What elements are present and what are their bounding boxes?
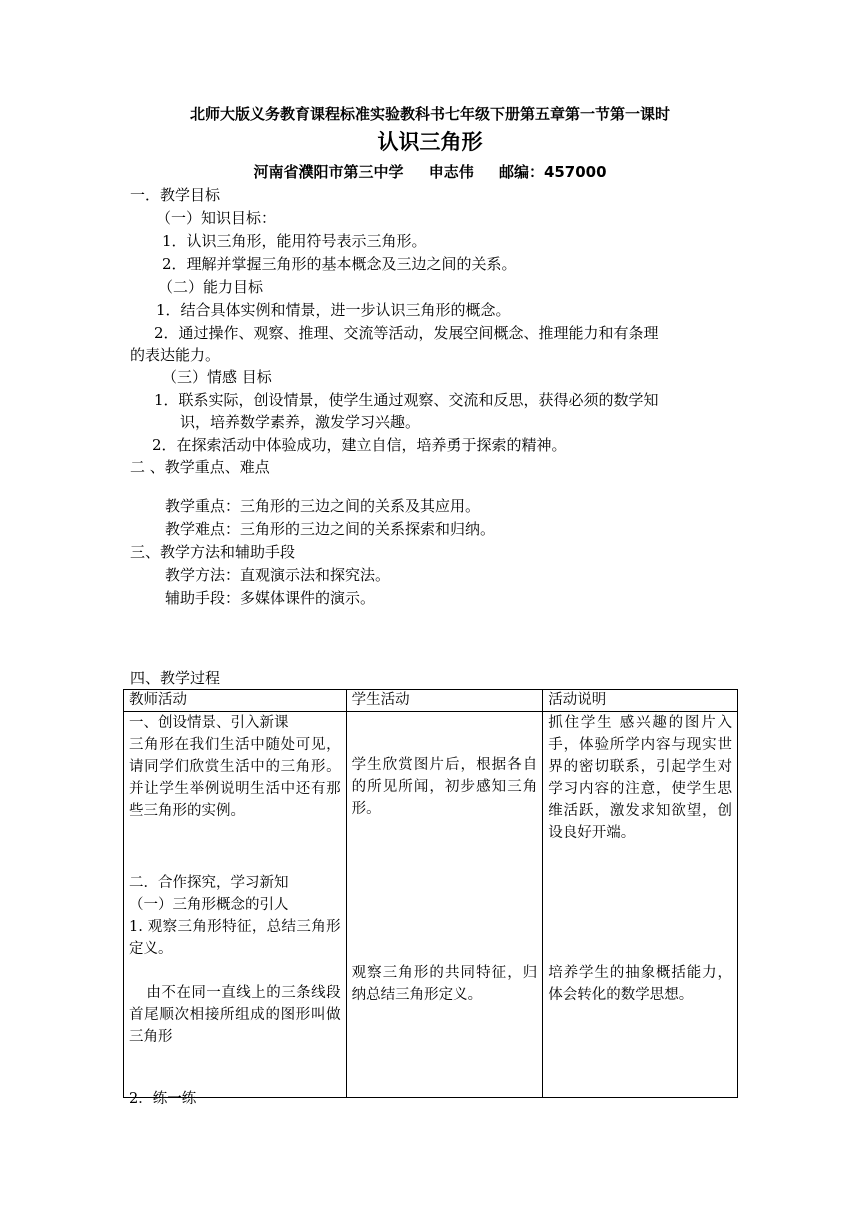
teaching-aid: 辅助手段：多媒体课件的演示。 xyxy=(165,589,376,607)
document-title: 认识三角形 xyxy=(377,130,483,154)
document-subtitle: 北师大版义务教育课程标准实验教科书七年级下册第五章第一节第一课时 xyxy=(189,105,670,123)
activity-notes-cell xyxy=(543,712,738,1098)
student-activity-2: 观察三角形的共同特征，归纳总结三角形定义。 xyxy=(351,965,538,1003)
student-activity-cell xyxy=(346,712,543,1098)
header-activity-notes: 活动说明 xyxy=(543,690,738,712)
table-row xyxy=(124,712,738,1098)
key-point: 教学重点：三角形的三边之间的关系及其应用。 xyxy=(165,497,481,515)
emotion-goal-title: （三）情感 目标 xyxy=(162,368,272,386)
section-4-heading: 四、教学过程 xyxy=(130,669,221,687)
teaching-method: 教学方法：直观演示法和探究法。 xyxy=(165,566,391,584)
ability-goal-2-line-2: 的表达能力。 xyxy=(130,346,221,364)
intro-body: 三角形在我们生活中随处可见，请同学们欣赏生活中的三角形。并让学生举例说明生活中还有那些三角形的实例。 xyxy=(129,737,341,819)
practice-title: 2．练一练 xyxy=(129,1091,197,1107)
school-name: 河南省濮阳市第三中学 xyxy=(253,163,404,181)
knowledge-goal-title: （一）知识目标： xyxy=(156,209,277,227)
knowledge-goal-2: 2．理解并掌握三角形的基本概念及三边之间的关系。 xyxy=(162,255,517,273)
teaching-process-table xyxy=(123,689,738,1107)
difficult-point: 教学难点：三角形的三边之间的关系探索和归纳。 xyxy=(165,520,496,538)
emotion-goal-1-line-2: 识，培养数学素养，激发学习兴趣。 xyxy=(180,413,421,431)
ability-goal-1: 1．结合具体实例和情景，进一步认识三角形的概念。 xyxy=(156,301,511,319)
activity-note-1: 抓住学生 感兴趣的图片入手，体验所学内容与现实世界的密切联系，引起学生对学习内容的注意，使学生思维活跃，激发求知欲望，创设良好开端。 xyxy=(548,715,732,841)
author-line xyxy=(0,161,860,183)
knowledge-goal-1: 1．认识三角形，能用符号表示三角形。 xyxy=(162,232,427,250)
explore-title: 二．合作探究，学习新知 xyxy=(129,875,289,891)
section-2-heading: 二 、教学重点、难点 xyxy=(130,458,270,476)
table-header-row xyxy=(124,690,738,712)
explore-item-1: 1. 观察三角形特征，总结三角形定义。 xyxy=(129,919,341,957)
intro-title: 一、创设情景、引入新课 xyxy=(129,715,289,731)
postcode: 邮编：457000 xyxy=(498,163,607,181)
header-student-activity: 学生活动 xyxy=(346,690,543,712)
triangle-definition: 由不在同一直线上的三条线段首尾顺次相接所组成的图形叫做三角形 xyxy=(129,985,341,1045)
activity-note-2: 培养学生的抽象概括能力，体会转化的数学思想。 xyxy=(548,965,732,1003)
student-activity-1: 学生欣赏图片后，根据各自的所见所闻，初步感知三角形。 xyxy=(351,757,538,817)
emotion-goal-1-line-1: 1．联系实际，创设情景，使学生通过观察、交流和反思，获得必须的数学知 xyxy=(154,391,659,409)
teacher-activity-cell xyxy=(124,712,347,1107)
explore-subtitle: （一）三角形概念的引人 xyxy=(129,897,289,913)
section-3-heading: 三、教学方法和辅助手段 xyxy=(130,543,296,561)
header-teacher-activity: 教师活动 xyxy=(124,690,347,712)
teacher-name: 申志伟 xyxy=(428,163,474,181)
emotion-goal-2: 2．在探索活动中体验成功，建立自信，培养勇于探索的精神。 xyxy=(152,436,567,454)
section-1-heading: 一．教学目标 xyxy=(130,186,221,204)
ability-goal-title: （二）能力目标 xyxy=(158,278,264,296)
ability-goal-2-line-1: 2．通过操作、观察、推理、交流等活动，发展空间概念、推理能力和有条理 xyxy=(154,324,659,342)
